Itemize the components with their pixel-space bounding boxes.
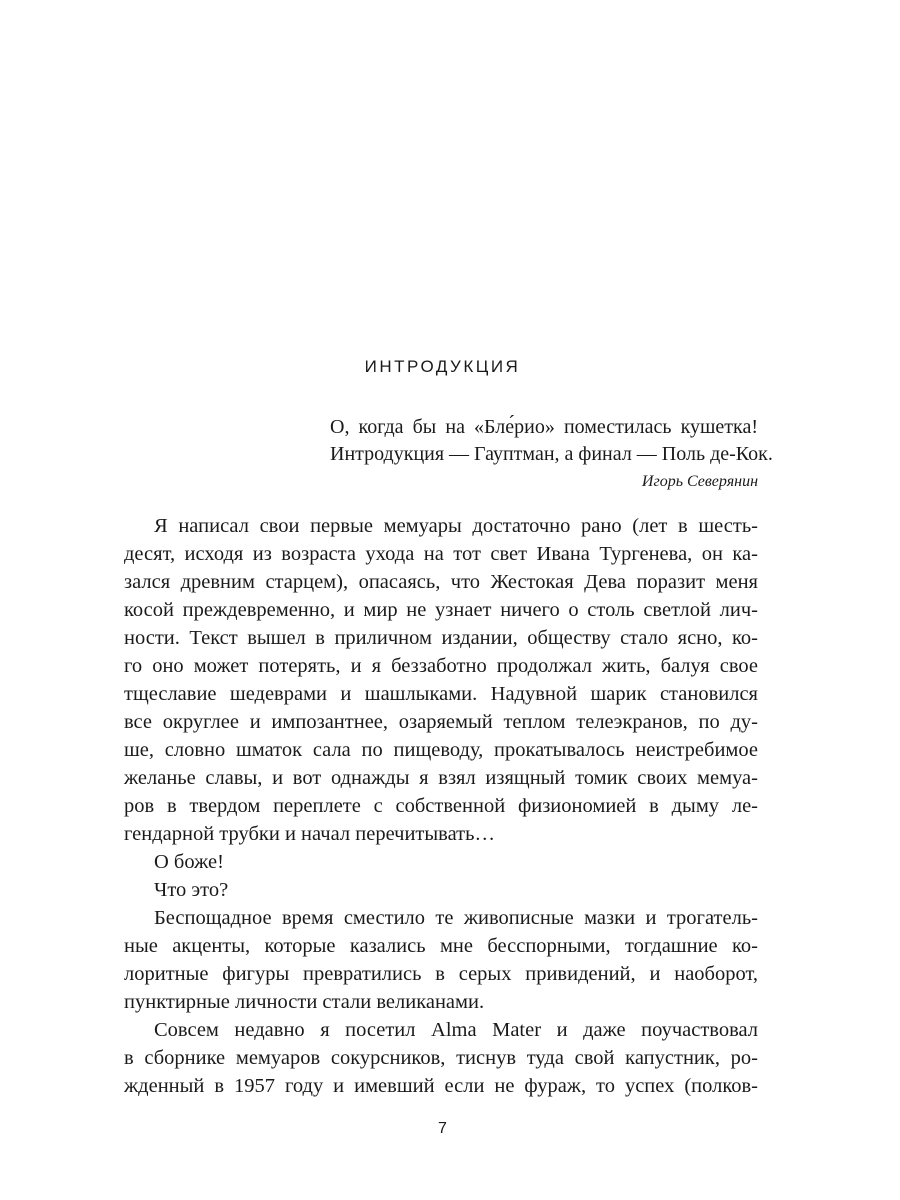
epigraph-line: Интродукция — Гауптман, а финал — Поль де-Кок. <box>330 443 773 465</box>
text-line: пунктирные личности стали великанами. <box>124 991 485 1013</box>
text-line: ные акценты, которые казались мне бесспорными, тогдашние ко- <box>124 935 758 957</box>
text-line: зался древним старцем), опасаясь, что Жестокая Дева поразит меня <box>124 571 758 593</box>
text-line: О боже! <box>154 851 224 873</box>
epigraph-author: Игорь Северянин <box>641 473 758 490</box>
text-line: ров в твердом переплете с собственной физиономией в дыму ле- <box>124 795 758 817</box>
text-line: гендарной трубки и начал перечитывать… <box>124 823 495 845</box>
text-line: ности. Текст вышел в приличном издании, обществу стало ясно, ко- <box>124 627 758 649</box>
epigraph-line: О, когда бы на «Бле́рио» поместилась кушетка! <box>330 416 758 438</box>
text-line: тщеславие шедеврами и шашлыками. Надувной шарик становился <box>124 683 758 705</box>
chapter-title: ИНТРОДУКЦИЯ <box>364 357 521 376</box>
text-line: Совсем недавно я посетил Alma Mater и даже поучаствовал <box>154 1019 758 1041</box>
epigraph <box>330 414 773 492</box>
page-number: 7 <box>438 1120 447 1137</box>
text-line: го оно может потерять, и я беззаботно продолжал жить, балуя свое <box>124 655 758 677</box>
text-line: ше, словно шматок сала по пищеводу, прокатывалось неистребимое <box>124 739 758 761</box>
text-line: лоритные фигуры превратились в серых привидений, и наоборот, <box>124 963 758 985</box>
text-line: косой преждевременно, и мир не узнает ничего о столь светлой лич- <box>124 599 758 621</box>
text-line: в сборнике мемуаров сокурсников, тиснув туда свой капустник, ро- <box>124 1047 758 1069</box>
body-text <box>124 512 758 1100</box>
text-line: десят, исходя из возраста ухода на тот свет Ивана Тургенева, он ка- <box>124 543 758 565</box>
text-line: все округлее и импозантнее, озаряемый теплом телеэкранов, по ду- <box>124 711 758 733</box>
text-line: желанье славы, и вот однажды я взял изящный томик своих мемуа- <box>124 767 758 789</box>
text-line: Беспощадное время сместило те живописные мазки и трогатель- <box>154 907 758 929</box>
text-line: Что это? <box>154 879 229 901</box>
text-line: Я написал свои первые мемуары достаточно рано (лет в шесть- <box>154 515 758 537</box>
text-line: жденный в 1957 году и имевший если не фураж, то успех (полков- <box>124 1075 758 1097</box>
